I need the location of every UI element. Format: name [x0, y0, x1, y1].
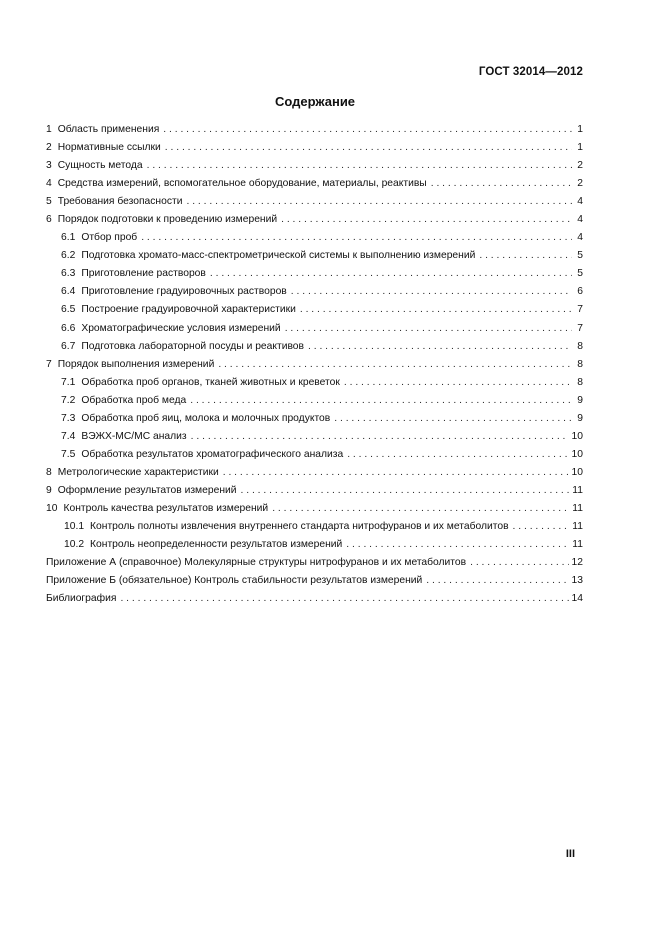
- toc-dot-leader: [344, 374, 572, 392]
- toc-dot-leader: [300, 301, 572, 319]
- toc-entry[interactable]: [46, 536, 583, 554]
- toc-entry-page: 14: [571, 593, 583, 605]
- toc-entry-title: Порядок выполнения измерений: [57, 358, 215, 370]
- toc-entry[interactable]: [46, 518, 583, 536]
- toc-entry[interactable]: [46, 392, 583, 410]
- toc-dot-leader: [190, 392, 572, 410]
- toc-entry[interactable]: [46, 446, 583, 464]
- toc-entry-title: Сущность метода: [57, 160, 143, 172]
- toc-dot-leader: [347, 446, 568, 464]
- toc-dot-leader: [346, 536, 569, 554]
- toc-dot-leader: [147, 157, 572, 175]
- toc-entry[interactable]: [46, 265, 583, 283]
- toc-entry-number: 6: [46, 214, 52, 226]
- toc-entry-number: 7.5: [61, 448, 76, 460]
- toc-dot-leader: [223, 464, 569, 482]
- toc-entry-number: 6.6: [61, 322, 76, 334]
- document-header-code: ГОСТ 32014—2012: [478, 66, 583, 78]
- toc-dot-leader: [470, 554, 568, 572]
- toc-entry-title: Построение градуировочной характеристики: [81, 304, 296, 316]
- toc-entry-title: Контроль качества результатов измерений: [63, 502, 269, 514]
- toc-entry-number: 10: [46, 502, 58, 514]
- toc-entry-page: 6: [577, 286, 583, 298]
- toc-entry-number: 10.1: [64, 521, 85, 533]
- toc-dot-leader: [186, 193, 572, 211]
- toc-dot-leader: [291, 283, 572, 301]
- toc-dot-leader: [513, 518, 570, 536]
- toc-entry-page: 12: [571, 557, 583, 569]
- toc-entry-number: 6.5: [61, 304, 76, 316]
- toc-entry-page: 5: [577, 268, 583, 280]
- toc-entry[interactable]: [46, 482, 583, 500]
- toc-entry-page: 2: [577, 160, 583, 172]
- toc-entry-title: Обработка результатов хроматографического анализа: [81, 448, 344, 460]
- toc-entry-title: Обработка проб меда: [81, 394, 187, 406]
- toc-entry-number: 6.7: [61, 340, 76, 352]
- toc-dot-leader: [141, 229, 572, 247]
- toc-dot-leader: [210, 265, 572, 283]
- toc-entry-title: Приложение Б (обязательное) Контроль стабильности результатов измерений: [46, 575, 423, 587]
- toc-entry-page: 10: [571, 448, 583, 460]
- toc-entry[interactable]: [46, 338, 583, 356]
- toc-dot-leader: [334, 410, 572, 428]
- toc-entry-title: Контроль полноты извлечения внутреннего стандарта нитрофуранов и их метаболитов: [90, 521, 509, 533]
- toc-entry-title: ВЭЖХ-МС/МС анализ: [81, 430, 187, 442]
- toc-entry[interactable]: [46, 500, 583, 518]
- toc-dot-leader: [272, 500, 569, 518]
- toc-entry-title: Средства измерений, вспомогательное оборудование, материалы, реактивы: [57, 178, 427, 190]
- toc-entry-number: 2: [46, 142, 52, 154]
- toc-entry-title: Подготовка лабораторной посуды и реактивов: [81, 340, 305, 352]
- toc-dot-leader: [163, 121, 572, 139]
- toc-entry-title: Подготовка хромато-масс-спектрометрической системы к выполнению измерений: [81, 250, 476, 262]
- toc-entry[interactable]: [46, 590, 583, 608]
- toc-entry[interactable]: [46, 139, 583, 157]
- toc-entry[interactable]: [46, 121, 583, 139]
- toc-entry-page: 11: [572, 539, 583, 551]
- toc-entry[interactable]: [46, 157, 583, 175]
- toc-entry-page: 11: [572, 521, 583, 533]
- toc-entry-number: 4: [46, 178, 52, 190]
- toc-dot-leader: [308, 338, 572, 356]
- toc-entry-title: Порядок подготовки к проведению измерений: [57, 214, 278, 226]
- toc-entry[interactable]: [46, 410, 583, 428]
- toc-entry[interactable]: [46, 554, 583, 572]
- toc-entry-page: 4: [577, 196, 583, 208]
- toc-entry[interactable]: [46, 301, 583, 319]
- toc-entry-title: Требования безопасности: [57, 196, 183, 208]
- toc-dot-leader: [218, 356, 572, 374]
- toc-entry-number: 5: [46, 196, 52, 208]
- toc-entry[interactable]: [46, 320, 583, 338]
- toc-entry-page: 4: [577, 232, 583, 244]
- toc-entry[interactable]: [46, 428, 583, 446]
- toc-entry[interactable]: [46, 211, 583, 229]
- toc-entry[interactable]: [46, 283, 583, 301]
- toc-dot-leader: [241, 482, 570, 500]
- toc-dot-leader: [281, 211, 572, 229]
- toc-entry-title: Контроль неопределенности результатов измерений: [90, 539, 343, 551]
- toc-entry-page: 2: [577, 178, 583, 190]
- toc-entry-number: 6.3: [61, 268, 76, 280]
- toc-dot-leader: [431, 175, 572, 193]
- toc-entry-title: Обработка проб яиц, молока и молочных продуктов: [81, 412, 331, 424]
- toc-entry-page: 11: [572, 502, 583, 514]
- toc-entry-number: 10.2: [64, 539, 85, 551]
- table-of-contents: [46, 121, 583, 608]
- toc-entry-page: 10: [571, 466, 583, 478]
- toc-entry-page: 8: [577, 358, 583, 370]
- toc-entry-number: 7.4: [61, 430, 76, 442]
- toc-entry-page: 8: [577, 340, 583, 352]
- toc-dot-leader: [191, 428, 569, 446]
- toc-entry-page: 4: [577, 214, 583, 226]
- toc-entry-page: 13: [571, 575, 583, 587]
- page-title: Содержание: [274, 94, 356, 109]
- toc-entry-title: Хроматографические условия измерений: [81, 322, 281, 334]
- toc-entry-page: 5: [577, 250, 583, 262]
- toc-entry-title: Метрологические характеристики: [57, 466, 219, 478]
- toc-entry-title: Область применения: [57, 124, 160, 135]
- toc-entry[interactable]: [46, 193, 583, 211]
- toc-entry-page: 7: [577, 322, 583, 334]
- toc-dot-leader: [120, 590, 568, 608]
- toc-entry-number: 6.4: [61, 286, 76, 298]
- toc-dot-leader: [165, 139, 572, 157]
- toc-entry-page: 10: [571, 430, 583, 442]
- toc-entry[interactable]: [46, 356, 583, 374]
- toc-dot-leader: [285, 320, 572, 338]
- toc-entry-number: 8: [46, 466, 52, 478]
- toc-entry-number: 6.2: [61, 250, 76, 262]
- toc-entry[interactable]: [46, 175, 583, 193]
- toc-entry-title: Приготовление растворов: [81, 268, 206, 280]
- toc-entry-title: Приложение А (справочное) Молекулярные структуры нитрофуранов и их метаболитов: [46, 557, 467, 569]
- toc-entry-page: 11: [572, 484, 583, 496]
- toc-entry-page: 9: [577, 412, 583, 424]
- toc-entry-page: 1: [577, 124, 583, 135]
- toc-entry[interactable]: [46, 229, 583, 247]
- toc-entry-page: 9: [577, 394, 583, 406]
- toc-entry-title: Обработка проб органов, тканей животных и креветок: [81, 376, 340, 388]
- toc-entry-number: 9: [46, 484, 52, 496]
- toc-entry-title: Нормативные ссылки: [57, 142, 161, 154]
- toc-entry-number: 7.2: [61, 394, 76, 406]
- toc-entry-title: Отбор проб: [81, 232, 138, 244]
- page-number: III: [565, 848, 575, 860]
- toc-entry[interactable]: [46, 464, 583, 482]
- toc-entry-title: Приготовление градуировочных растворов: [81, 286, 287, 298]
- toc-entry-number: 6.1: [61, 232, 76, 244]
- toc-entry[interactable]: [46, 374, 583, 392]
- toc-entry-number: 7.1: [61, 376, 76, 388]
- toc-entry-title: Оформление результатов измерений: [57, 484, 237, 496]
- toc-entry[interactable]: [46, 572, 583, 590]
- toc-entry-title: Библиография: [46, 593, 117, 605]
- toc-entry-page: 8: [577, 376, 583, 388]
- toc-entry-page: 7: [577, 304, 583, 316]
- toc-entry-number: 3: [46, 160, 52, 172]
- toc-entry-number: 7: [46, 358, 52, 370]
- toc-entry[interactable]: [46, 247, 583, 265]
- toc-dot-leader: [426, 572, 568, 590]
- toc-entry-page: 1: [577, 142, 583, 154]
- toc-entry-number: 7.3: [61, 412, 76, 424]
- toc-dot-leader: [479, 247, 572, 265]
- toc-entry-number: 1: [46, 124, 52, 135]
